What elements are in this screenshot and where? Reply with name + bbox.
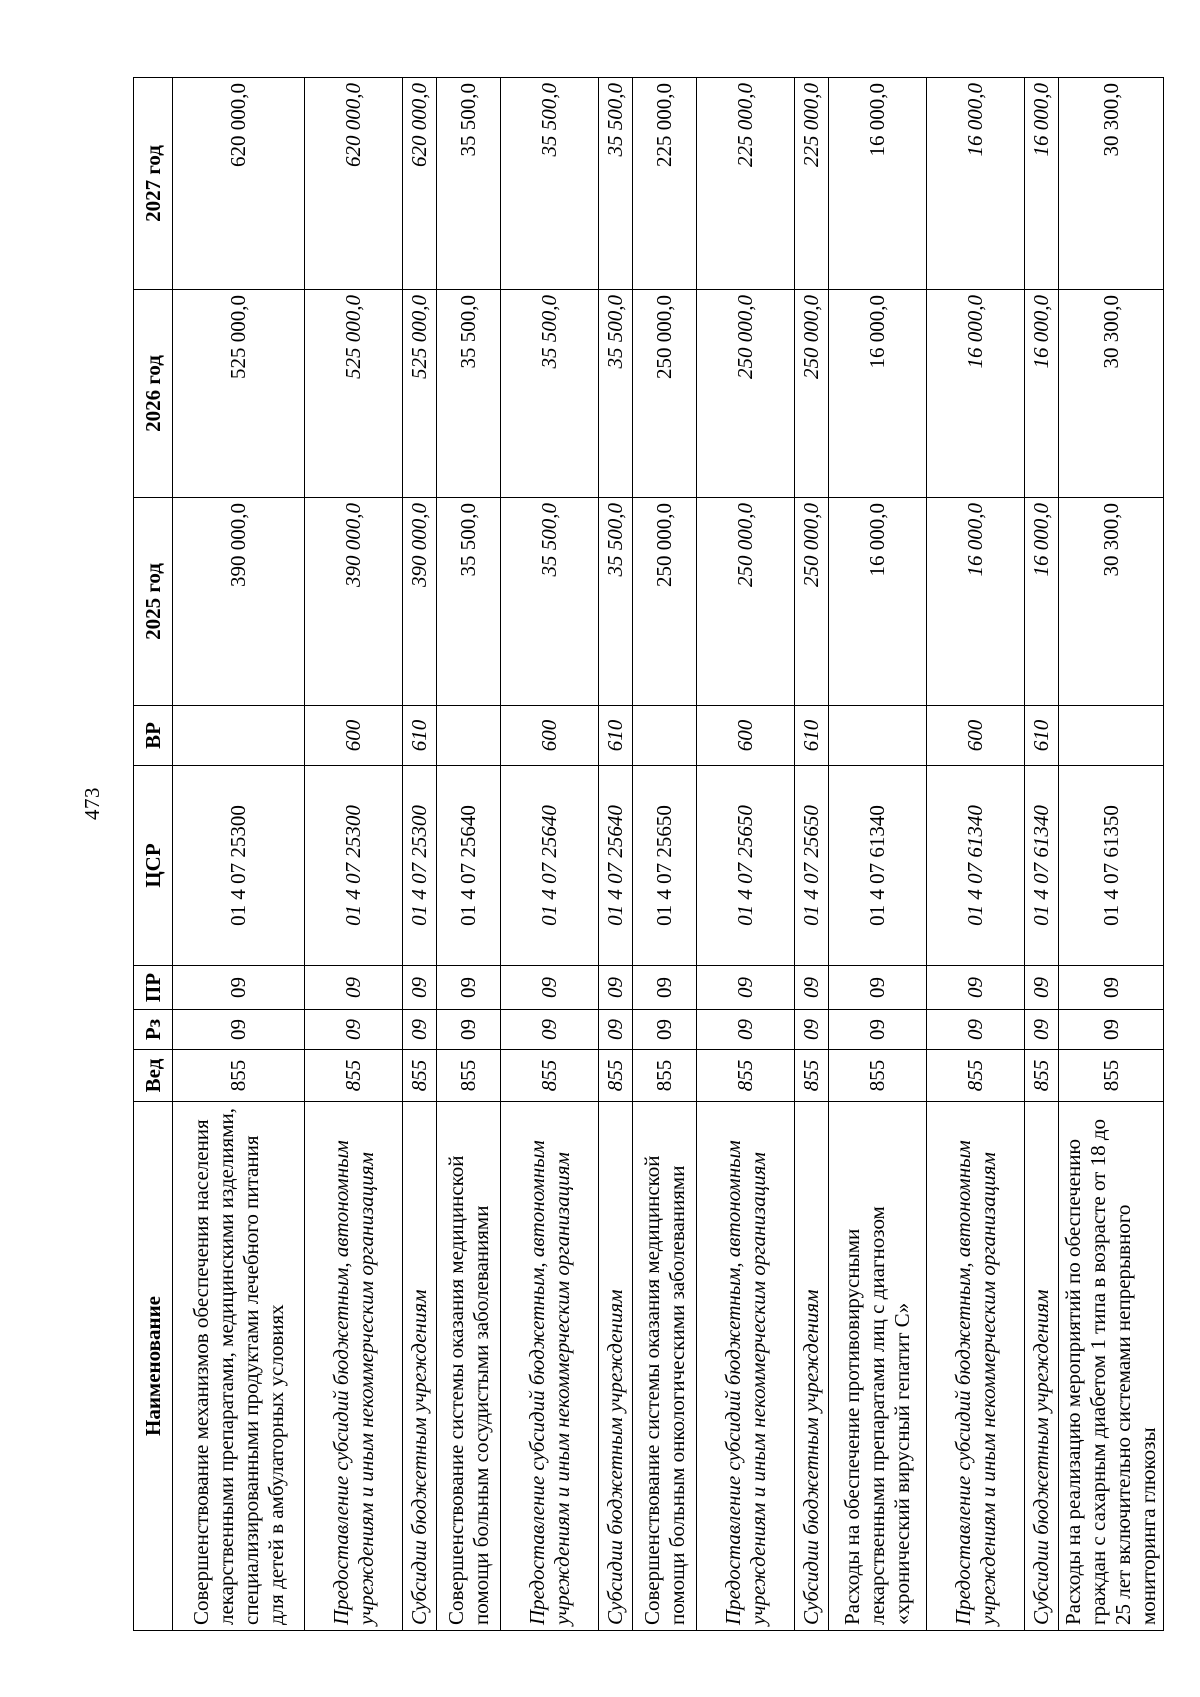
- table-row: [795, 78, 829, 1631]
- row-csr: 01 4 07 61340: [927, 766, 1025, 966]
- row-rz: 09: [697, 1010, 795, 1050]
- row-2027: 16 000,0: [829, 78, 927, 290]
- row-rz: 09: [305, 1010, 403, 1050]
- row-csr: 01 4 07 25640: [501, 766, 599, 966]
- row-2027: 16 000,0: [1025, 78, 1059, 290]
- row-csr: 01 4 07 61350: [1059, 766, 1164, 966]
- budget-table: [133, 77, 1164, 1631]
- row-rz: 09: [1059, 1010, 1164, 1050]
- row-rz: 09: [829, 1010, 927, 1050]
- row-2025: 250 000,0: [697, 498, 795, 706]
- row-2026: 525 000,0: [305, 290, 403, 498]
- row-name: Совершенствование механизмов обеспечения населения лекарственными препаратами, медицинскими изделиями, специализированными продуктами лечебного питания для детей в амбулаторных условиях: [173, 1102, 305, 1631]
- row-2027: 620 000,0: [403, 78, 437, 290]
- row-ved: 855: [697, 1050, 795, 1102]
- row-rz: 09: [795, 1010, 829, 1050]
- rotated-table-wrapper: [133, 78, 1160, 1631]
- row-rz: 09: [403, 1010, 437, 1050]
- row-2026: 16 000,0: [1025, 290, 1059, 498]
- row-vr: 600: [697, 706, 795, 766]
- row-2025: 16 000,0: [1025, 498, 1059, 706]
- table-row: [927, 78, 1025, 1631]
- table-row: [599, 78, 633, 1631]
- table-row: [697, 78, 795, 1631]
- row-csr: 01 4 07 61340: [829, 766, 927, 966]
- row-ved: 855: [1059, 1050, 1164, 1102]
- row-2026: 35 500,0: [599, 290, 633, 498]
- page-number: 473: [80, 787, 104, 820]
- row-2025: 35 500,0: [599, 498, 633, 706]
- row-vr: 610: [1025, 706, 1059, 766]
- row-2025: 30 300,0: [1059, 498, 1164, 706]
- header-vr: ВР: [134, 706, 173, 766]
- row-2025: 390 000,0: [403, 498, 437, 706]
- row-pr: 09: [1059, 966, 1164, 1010]
- row-vr: 600: [305, 706, 403, 766]
- table-row: [1059, 78, 1164, 1631]
- row-ved: 855: [599, 1050, 633, 1102]
- row-pr: 09: [927, 966, 1025, 1010]
- row-vr: [1059, 706, 1164, 766]
- row-ved: 855: [305, 1050, 403, 1102]
- table-row: [501, 78, 599, 1631]
- row-csr: 01 4 07 25300: [403, 766, 437, 966]
- row-name: Субсидии бюджетным учреждениям: [795, 1102, 829, 1631]
- row-name: Субсидии бюджетным учреждениям: [599, 1102, 633, 1631]
- row-csr: 01 4 07 25650: [633, 766, 697, 966]
- row-name: Предоставление субсидий бюджетным, автономным учреждениям и иным некоммерческим организациям: [927, 1102, 1025, 1631]
- row-ved: 855: [501, 1050, 599, 1102]
- row-2026: 250 000,0: [697, 290, 795, 498]
- row-ved: 855: [173, 1050, 305, 1102]
- row-2027: 620 000,0: [305, 78, 403, 290]
- row-2025: 35 500,0: [437, 498, 501, 706]
- header-2027: 2027 год: [134, 78, 173, 290]
- table-row: [829, 78, 927, 1631]
- row-rz: 09: [599, 1010, 633, 1050]
- row-2026: 16 000,0: [927, 290, 1025, 498]
- row-rz: 09: [633, 1010, 697, 1050]
- row-name: Расходы на обеспечение противовирусными лекарственными препаратами лиц с диагнозом «хронический вирусный гепатит С»: [829, 1102, 927, 1631]
- row-2026: 250 000,0: [633, 290, 697, 498]
- row-csr: 01 4 07 61340: [1025, 766, 1059, 966]
- table-row: [173, 78, 305, 1631]
- row-2026: 35 500,0: [437, 290, 501, 498]
- row-rz: 09: [927, 1010, 1025, 1050]
- header-csr: ЦСР: [134, 766, 173, 966]
- row-2027: 35 500,0: [599, 78, 633, 290]
- row-vr: [437, 706, 501, 766]
- row-pr: 09: [173, 966, 305, 1010]
- row-vr: 610: [795, 706, 829, 766]
- header-rz: Рз: [134, 1010, 173, 1050]
- row-ved: 855: [633, 1050, 697, 1102]
- row-csr: 01 4 07 25650: [697, 766, 795, 966]
- row-2027: 225 000,0: [795, 78, 829, 290]
- row-rz: 09: [173, 1010, 305, 1050]
- row-ved: 855: [795, 1050, 829, 1102]
- row-2025: 250 000,0: [633, 498, 697, 706]
- row-2026: 250 000,0: [795, 290, 829, 498]
- row-pr: 09: [305, 966, 403, 1010]
- row-name: Предоставление субсидий бюджетным, автономным учреждениям и иным некоммерческим организациям: [501, 1102, 599, 1631]
- row-pr: 09: [437, 966, 501, 1010]
- row-pr: 09: [795, 966, 829, 1010]
- row-2026: 35 500,0: [501, 290, 599, 498]
- row-pr: 09: [633, 966, 697, 1010]
- table-row: [1025, 78, 1059, 1631]
- row-csr: 01 4 07 25300: [305, 766, 403, 966]
- row-pr: 09: [599, 966, 633, 1010]
- row-csr: 01 4 07 25650: [795, 766, 829, 966]
- row-2026: 30 300,0: [1059, 290, 1164, 498]
- row-2025: 16 000,0: [927, 498, 1025, 706]
- header-2026: 2026 год: [134, 290, 173, 498]
- row-2027: 225 000,0: [697, 78, 795, 290]
- row-2026: 525 000,0: [403, 290, 437, 498]
- row-pr: 09: [1025, 966, 1059, 1010]
- row-2025: 35 500,0: [501, 498, 599, 706]
- table-row: [437, 78, 501, 1631]
- row-name: Расходы на реализацию мероприятий по обеспечению граждан с сахарным диабетом 1 типа в возрасте от 18 до 25 лет включительно системами непрерывного мониторинга глюкозы: [1059, 1102, 1164, 1631]
- row-vr: 600: [501, 706, 599, 766]
- row-pr: 09: [829, 966, 927, 1010]
- row-rz: 09: [1025, 1010, 1059, 1050]
- row-2026: 16 000,0: [829, 290, 927, 498]
- row-pr: 09: [697, 966, 795, 1010]
- row-ved: 855: [829, 1050, 927, 1102]
- row-name: Совершенствование системы оказания медицинской помощи больным сосудистыми заболеваниями: [437, 1102, 501, 1631]
- row-vr: 610: [403, 706, 437, 766]
- row-ved: 855: [403, 1050, 437, 1102]
- row-2025: 390 000,0: [305, 498, 403, 706]
- header-pr: ПР: [134, 966, 173, 1010]
- row-name: Предоставление субсидий бюджетным, автономным учреждениям и иным некоммерческим организациям: [305, 1102, 403, 1631]
- header-name: Наименование: [134, 1102, 173, 1631]
- row-csr: 01 4 07 25640: [599, 766, 633, 966]
- row-name: Субсидии бюджетным учреждениям: [403, 1102, 437, 1631]
- row-vr: [829, 706, 927, 766]
- row-vr: 600: [927, 706, 1025, 766]
- row-rz: 09: [501, 1010, 599, 1050]
- row-vr: 610: [599, 706, 633, 766]
- row-ved: 855: [927, 1050, 1025, 1102]
- row-2025: 390 000,0: [173, 498, 305, 706]
- row-pr: 09: [403, 966, 437, 1010]
- header-row: [134, 78, 173, 1631]
- row-csr: 01 4 07 25300: [173, 766, 305, 966]
- row-2026: 525 000,0: [173, 290, 305, 498]
- row-2025: 250 000,0: [795, 498, 829, 706]
- header-2025: 2025 год: [134, 498, 173, 706]
- row-name: Субсидии бюджетным учреждениям: [1025, 1102, 1059, 1631]
- header-ved: Вед: [134, 1050, 173, 1102]
- row-2027: 35 500,0: [501, 78, 599, 290]
- row-rz: 09: [437, 1010, 501, 1050]
- table-row: [305, 78, 403, 1631]
- row-name: Совершенствование системы оказания медицинской помощи больным онкологическими заболеваниями: [633, 1102, 697, 1631]
- row-2027: 35 500,0: [437, 78, 501, 290]
- row-2025: 16 000,0: [829, 498, 927, 706]
- row-2027: 225 000,0: [633, 78, 697, 290]
- row-ved: 855: [437, 1050, 501, 1102]
- row-pr: 09: [501, 966, 599, 1010]
- table-row: [403, 78, 437, 1631]
- row-2027: 16 000,0: [927, 78, 1025, 290]
- row-ved: 855: [1025, 1050, 1059, 1102]
- table-row: [633, 78, 697, 1631]
- row-vr: [173, 706, 305, 766]
- row-vr: [633, 706, 697, 766]
- row-2027: 620 000,0: [173, 78, 305, 290]
- row-name: Предоставление субсидий бюджетным, автономным учреждениям и иным некоммерческим организациям: [697, 1102, 795, 1631]
- row-2027: 30 300,0: [1059, 78, 1164, 290]
- row-csr: 01 4 07 25640: [437, 766, 501, 966]
